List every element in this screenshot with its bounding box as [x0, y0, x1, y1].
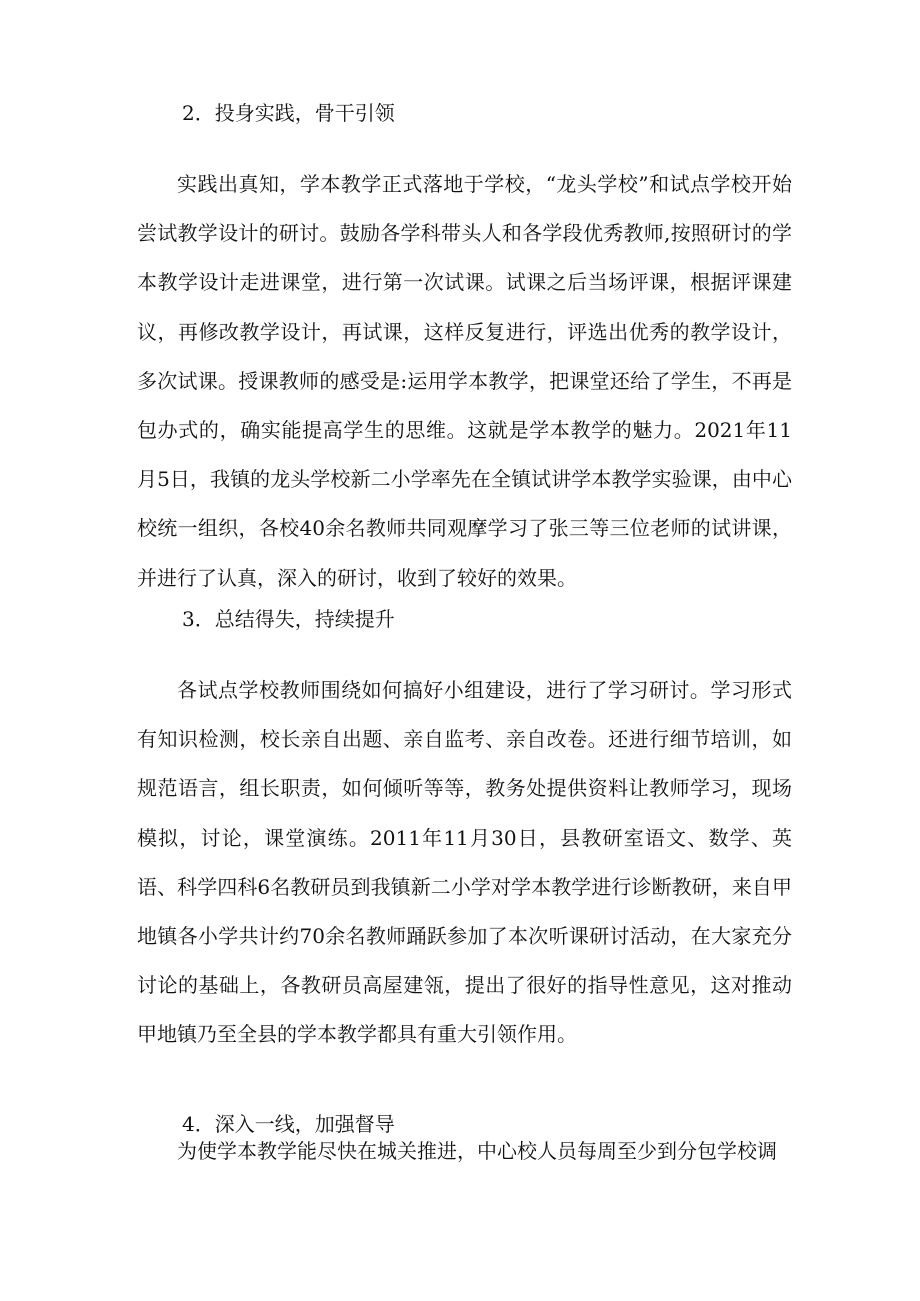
section-paragraph-3: 各试点学校教师围绕如何搞好小组建设，进行了学习研讨。学习形式有知识检测，校长亲自出题、亲自监考、亲自改卷。还进行细节培训，如规范语言，组长职责，如何倾听等等，教务处提供资料让教师学习，现场模拟，讨论，课堂演练。2011年11月30日，县教研室语文、数学、英语、科学四科6名教研员到我镇新二小学对学本教学进行诊断教研，来自甲地镇各小学共计约70余名教师踊跃参加了本次听课研讨活动，在大家充分讨论的基础上，各教研员高屋建瓴，提出了很好的指导性意见，这对推动甲地镇乃至全县的学本教学都具有重大引领作用。	[137, 678, 792, 1047]
section-heading-3: 3．总结得失，持续提升	[182, 607, 395, 631]
section-heading-2: 2．投身实践，骨干引领	[182, 101, 395, 125]
section-paragraph-4: 为使学本教学能尽快在城关推进，中心校人员每周至少到分包学校调	[177, 1139, 777, 1163]
section-heading-4: 4．深入一线，加强督导	[182, 1112, 395, 1136]
section-paragraph-2: 实践出真知，学本教学正式落地于学校，“龙头学校”和试点学校开始尝试教学设计的研讨。鼓励各学科带头人和各学段优秀教师,按照研讨的学本教学设计走进课堂，进行第一次试课。试课之后当场评课，根据评课建议，再修改教学设计，再试课，这样反复进行，评选出优秀的教学设计，多次试课。授课教师的感受是:运用学本教学，把课堂还给了学生，不再是包办式的，确实能提高学生的思维。这就是学本教学的魅力。2021年11月5日，我镇的龙头学校新二小学率先在全镇试讲学本教学实验课，由中心校统一组织，各校40余名教师共同观摩学习了张三等三位老师的试讲课，并进行了认真，深入的研讨，收到了较好的效果。	[137, 172, 792, 590]
